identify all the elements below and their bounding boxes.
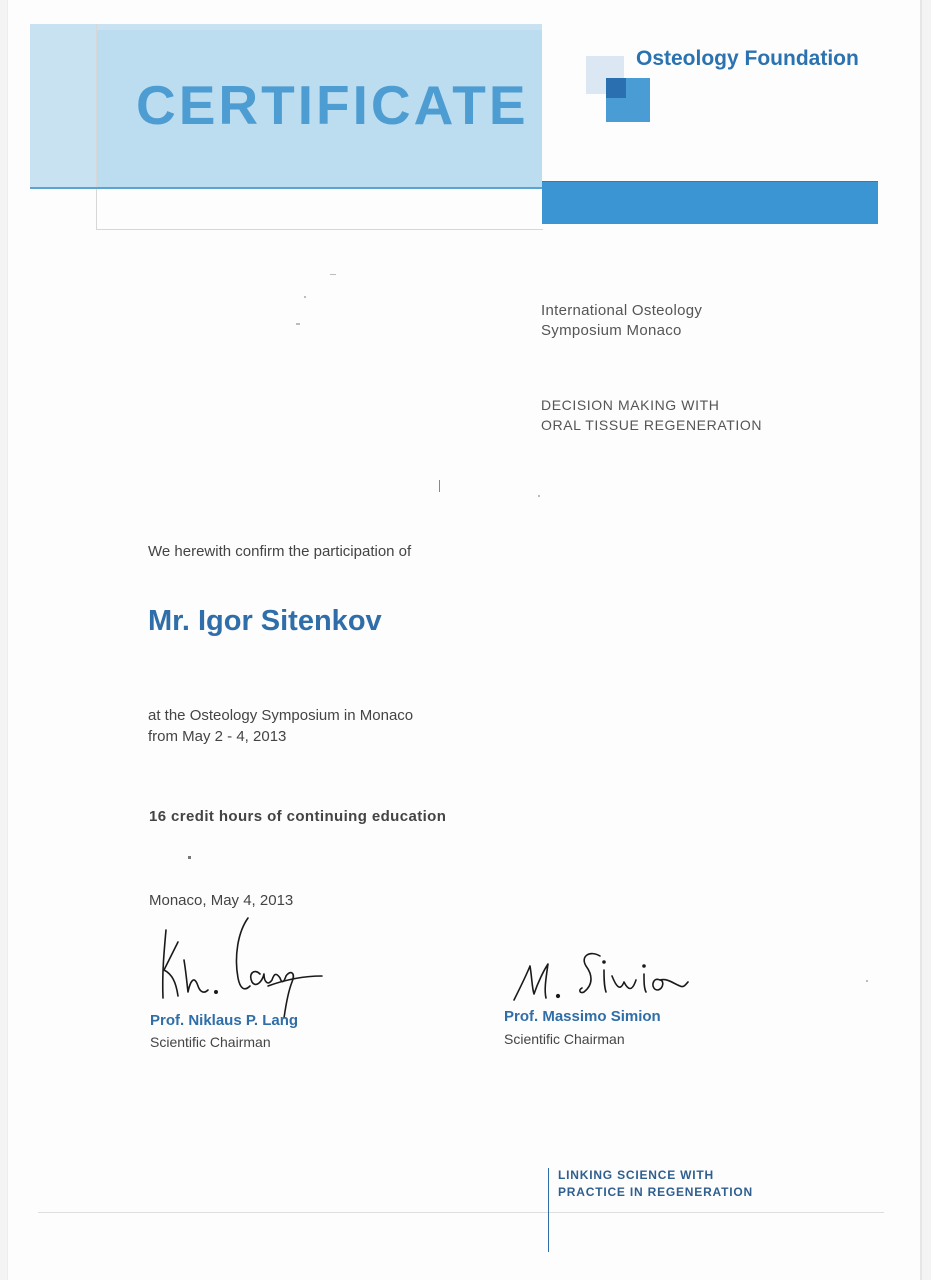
header-rule <box>30 187 542 189</box>
footer-divider <box>548 1168 549 1252</box>
band-top-line <box>542 181 878 182</box>
event-theme <box>541 395 762 435</box>
certificate-title: CERTIFICATE <box>136 74 529 136</box>
theme-line-2: ORAL TISSUE REGENERATION <box>541 417 763 433</box>
place-and-date: Monaco, May 4, 2013 <box>149 892 294 909</box>
footer-slogan <box>558 1167 753 1201</box>
credit-hours: 16 credit hours of continuing education <box>149 808 447 825</box>
signer-name-simion: Prof. Massimo Simion <box>504 1008 661 1025</box>
signature-simion <box>504 944 689 1006</box>
event-name <box>541 301 702 341</box>
venue-line-1: at the Osteology Symposium in Monaco <box>148 707 414 724</box>
slogan-line-1: LINKING SCIENCE WITH <box>558 1168 714 1182</box>
certificate-page <box>8 0 920 1280</box>
venue-text <box>148 705 413 747</box>
venue-line-2: from May 2 - 4, 2013 <box>148 728 287 745</box>
event-line-2: Symposium Monaco <box>541 322 682 339</box>
organization-name: Osteology Foundation <box>636 47 859 70</box>
participant-name: Mr. Igor Sitenkov <box>148 605 382 637</box>
header-blue-band <box>542 181 878 224</box>
confirmation-text: We herewith confirm the participation of <box>148 543 412 560</box>
event-line-1: International Osteology <box>541 302 703 319</box>
theme-line-1: DECISION MAKING WITH <box>541 397 720 413</box>
slogan-line-2: PRACTICE IN REGENERATION <box>558 1185 753 1199</box>
footer-rule <box>38 1212 884 1213</box>
signer-role-lang: Scientific Chairman <box>150 1034 271 1050</box>
signer-role-simion: Scientific Chairman <box>504 1031 625 1047</box>
signer-name-lang: Prof. Niklaus P. Lang <box>150 1012 299 1029</box>
signature-lang <box>150 912 325 1020</box>
